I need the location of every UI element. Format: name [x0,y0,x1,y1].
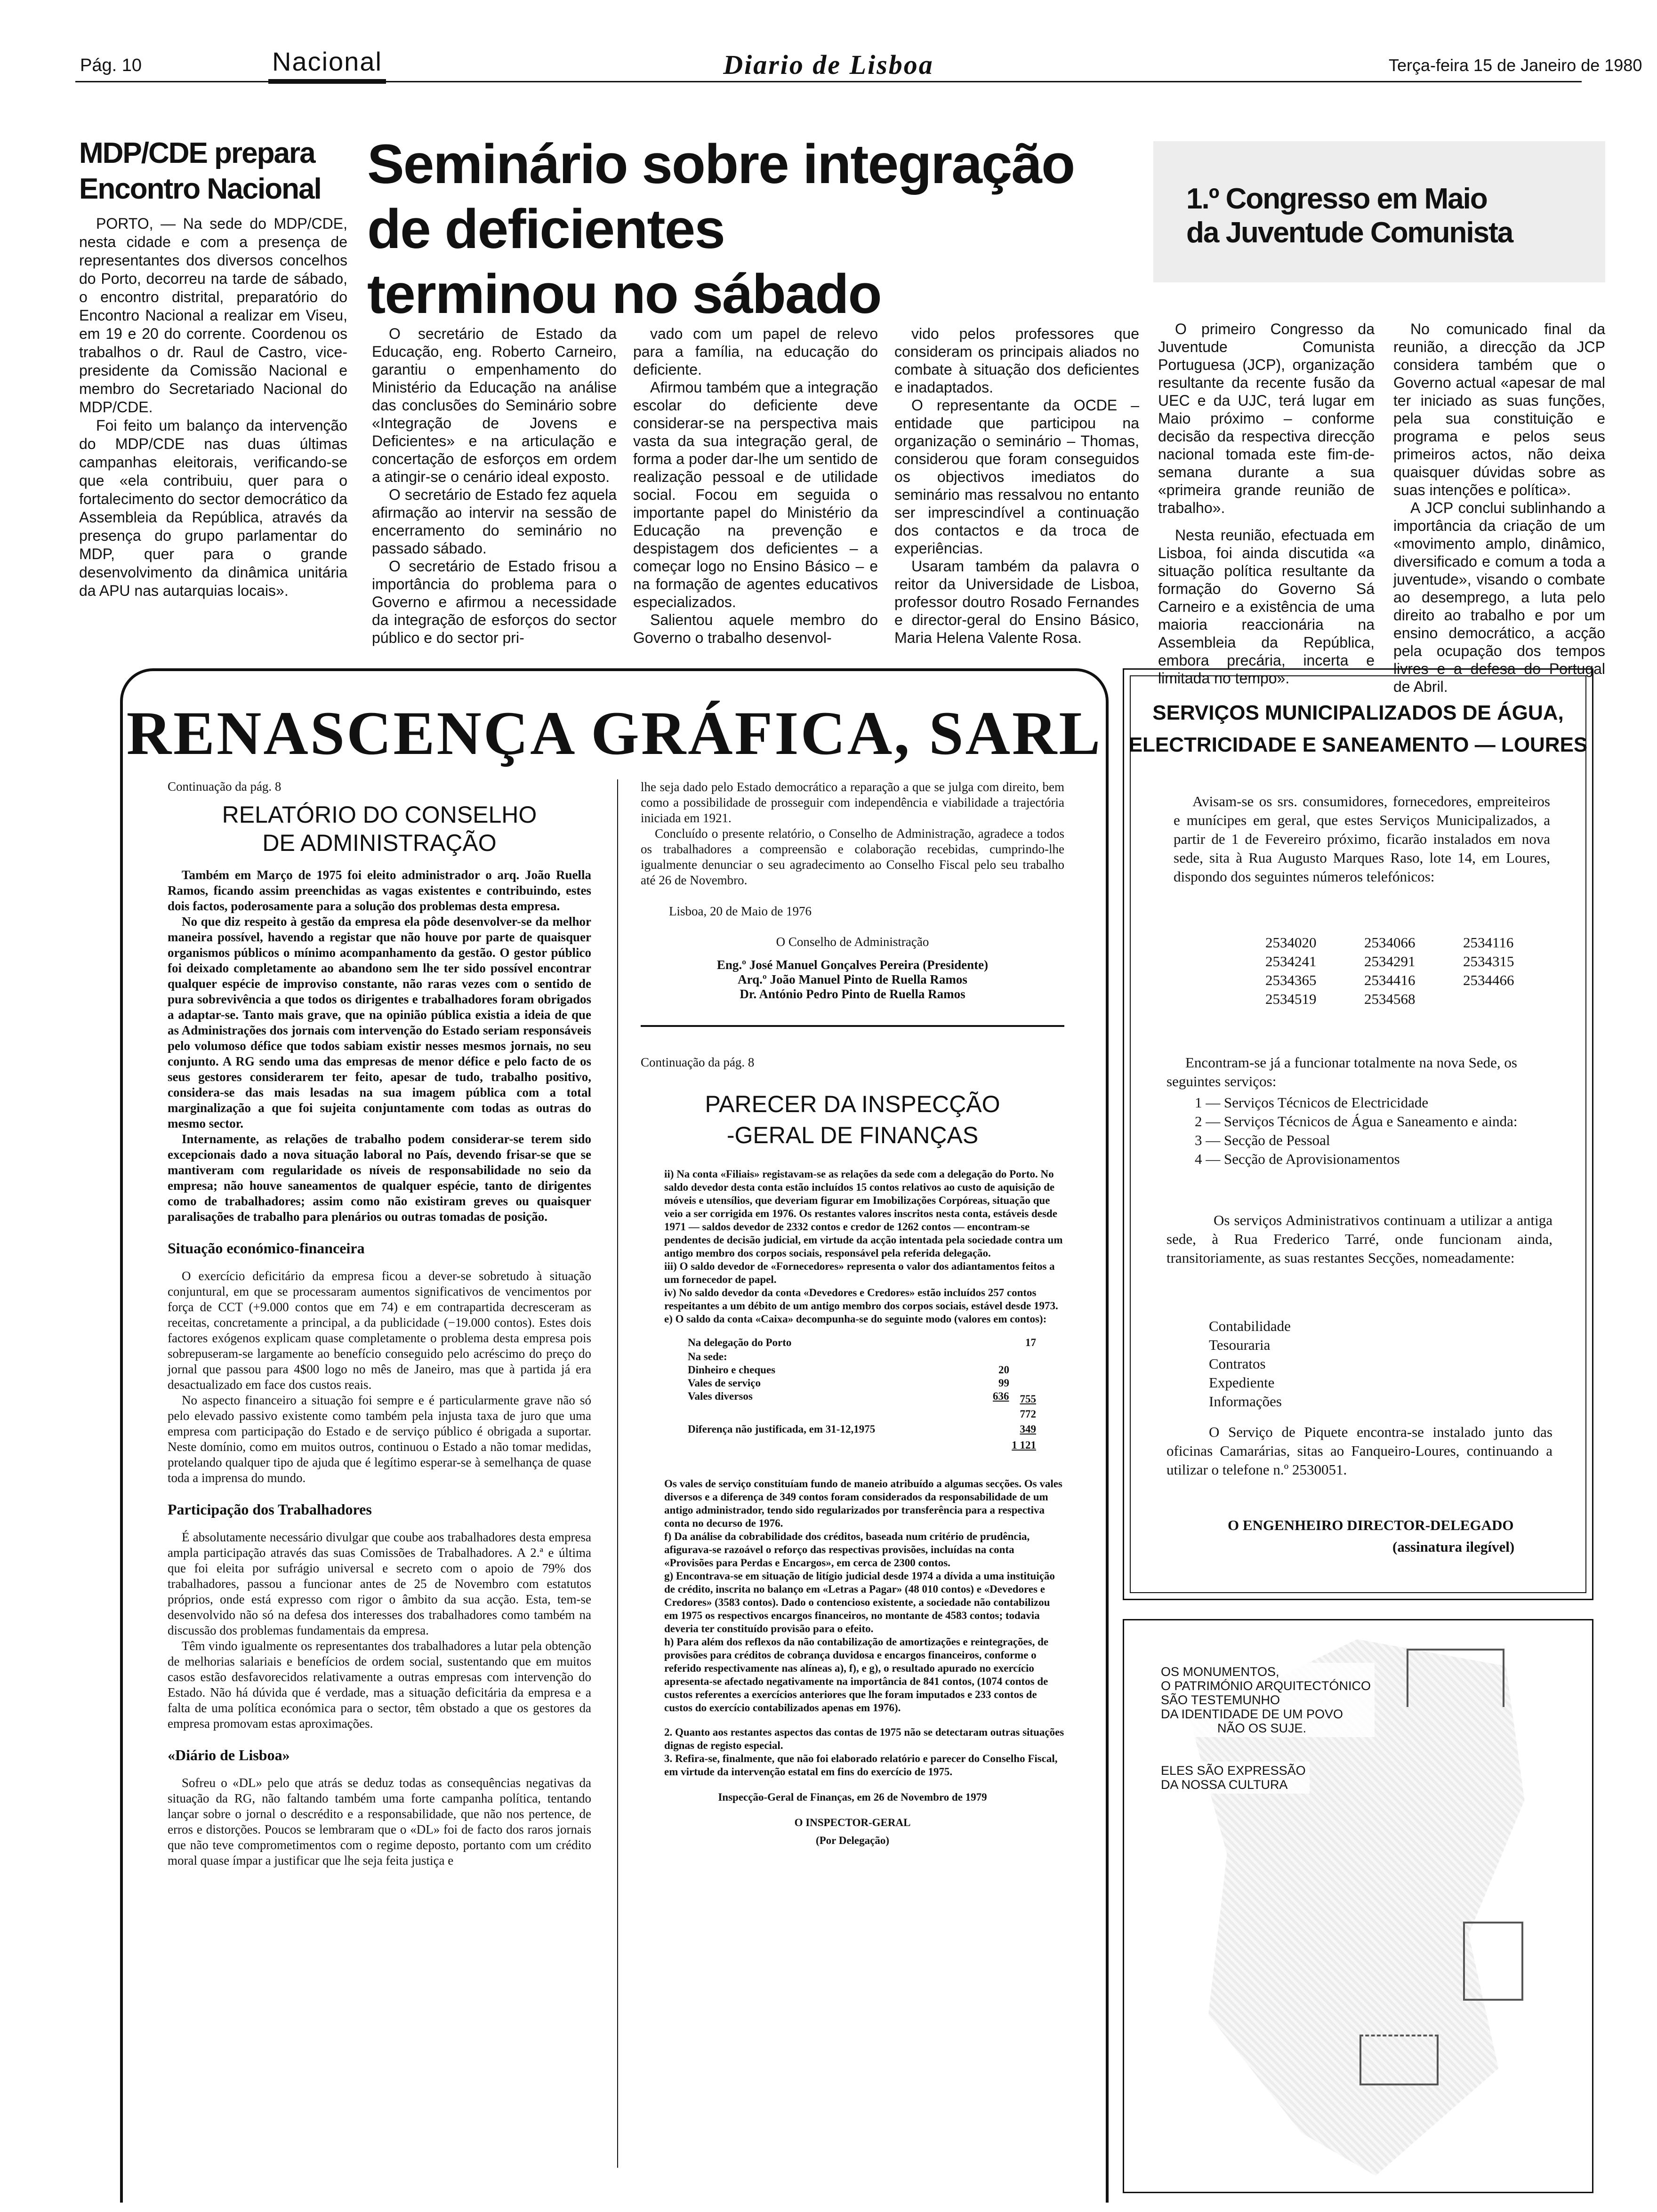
report-paragraph: Têm vindo igualmente os representantes dos trabalhadores a lutar pela obtenção de melhorias salariais e benefícios de ordem social, sustentando que em muitos casos estão desfavorecidos relativamente a outras empresas com intervenção do Estado. Não há dúvida que é verdade, mas a situação deficitária da empresa e a falta de uma política económica para o sector, têm obstado a que os gestores da empresa promovam estas aproximações. [168,1639,591,1731]
monumentos-line: SÃO TESTEMUNHO [1161,1693,1280,1707]
table-value: 17 [1025,1337,1036,1348]
table-value: 99 [998,1377,1009,1389]
report-body-2 [641,779,1064,888]
table-total: 349 [1020,1423,1036,1435]
seminario-col-2 [633,325,878,647]
report-paragraph: Sofreu o «DL» pelo que atrás se deduz todas as consequências negativas da situação da RG, não faltando também uma forte campanha política, tentando lançar sobre o jornal o descrédito e a responsabilidade, que não nos pertence, de erros e distorções. Poucos se lembraram que o «DL» foi de facto dos raros jornais que não teve comprometimentos com o regime deposto, portanto com um crédito moral quase ímpar a justificar que lhe seja feita justiça e [168,1776,591,1867]
table-label: Dinheiro e cheques [688,1364,776,1376]
seminario-paragraph: O representante da OCDE – entidade que participou na organização o seminário – Thomas, considerou que foram conseguidos os objectivos imediatos do seminário mas ressalvou no entanto ser imprescindível a continuação dos contactos e da troca de experiências. [894,397,1139,557]
jcp-title-box [1153,141,1605,282]
report-place-date: Lisboa, 20 de Maio de 1976 [669,904,812,918]
service-item: 4 — Secção de Aprovisionamentos [1195,1151,1400,1167]
section-item: Tesouraria [1209,1337,1271,1353]
section-item: Contratos [1209,1355,1266,1372]
table-value: 20 [998,1364,1009,1376]
seminario-paragraph: Usaram também da palavra o reitor da Universidade de Lisboa, professor doutro Rosado Fernandes e director-geral do Ensino Básico, Maria Helena Valente Rosa. [894,558,1139,646]
report-paragraph: O exercício deficitário da empresa ficou a dever-se sobretudo à situação conjuntural, em que se processaram aumentos significativos de vencimentos por força de CCT (+9.000 contos que em 74) e em contrapartida decresceram as receitas, concretamente a principal, a da publicidade (−19.000 contos). Estes dois factores exógenos explicam quase completamente o problema desta empresa pois sobrepuseram-se largamente ao benefício conseguido pelo acréscimo do preço do jornal que passou para 4$00 logo no mês de Janeiro, mas que à partida já era desactualizado em face dos custos reais. [168,1269,591,1392]
seminario-col-3 [894,325,1139,647]
report-continuation: Continuação da pág. 8 [168,779,282,793]
column-divider [641,1025,1064,1027]
renascenca-title: RENASCENÇA GRÁFICA, SARL [126,698,1102,768]
phone-number: 2534116 [1463,934,1514,951]
report-column-2 [641,779,1064,1847]
report-paragraph: Concluído o presente relatório, o Conselho de Administração, agradece a todos os trabalhadores a compreensão e colaboração recebidas, cumprindo-lhe igualmente denunciar o seu agradecimento ao Conselho Fiscal pelo seu trabalho até 26 de Novembro. [641,826,1064,887]
parecer-title-2: -GERAL DE FINANÇAS [726,1122,979,1148]
smas-sections [1209,1317,1291,1411]
parecer-date: Inspecção-Geral de Finanças, em 26 de Novembro de 1979 [718,1791,987,1803]
phone-number: 2534365 [1265,972,1317,988]
report-title-1: RELATÓRIO DO CONSELHO [222,801,537,828]
jcp-col-1 [1158,320,1375,687]
report-paragraph: No aspecto financeiro a situação foi sempre e é particularmente grave não só pelo elevado passivo existente como também pela injusta taxa de juro que uma empresa com participação do Estado e de serviço público é obrigada a suportar. Neste domínio, como em muitos outros, continuou o Estado a não tomar medidas, protelando qualquer tipo de ajuda que é legítimo esperar-se à semelhança de quase toda a imprensa do mundo. [168,1393,591,1485]
table-total: 772 [1020,1408,1036,1420]
inspector-sub: (Por Delegação) [815,1835,890,1846]
phone-number: 2534315 [1463,953,1514,970]
smas-signer-sub: (assinatura ilegível) [1392,1539,1515,1555]
ad-column-rule [617,779,618,2168]
smas-title-1: SERVIÇOS MUNICIPALIZADOS DE ÁGUA, [1152,701,1564,724]
parecer-item: ii) Na conta «Filiais» registavam-se as relações da sede com a delegação do Porto. No saldo devedor desta conta estão incluídos 15 contos relativos ao custo de aquisição de móveis e utensílios, que deveriam figurar em Imobilizações Corpóreas, situação que veio a ser corrigida em 1976. Os restantes valores inscritos nesta conta, estáveis desde 1971 — saldos devedor de 2332 contos e credor de 1262 contos — encontram-se pendentes de decisão judicial, em virtude da acção intentada pela sociedade contra um antigo membro dos corpos sociais, responsável pela referida delegação. [664,1168,1063,1259]
report-paragraph: É absolutamente necessário divulgar que coube aos trabalhadores desta empresa ampla participação através das suas Comissões de Trabalhadores. A 2.ª e última que foi eleita por sufrágio universal e secreto com o apoio de 79% dos trabalhadores, passou a funcionar antes de 25 de Novembro com estatutos próprios, onde está expresso com rigor o âmbito da sua acção. Esta, tem-se desenvolvido não só na defesa dos interesses dos trabalhadores como também na discussão dos problemas fundamentais da empresa. [168,1530,591,1637]
monument-building-icon [1407,1649,1504,1707]
smas-title-2: ELECTRICIDADE E SANEAMENTO — LOURES [1128,733,1588,756]
monumentos-line: OS MONUMENTOS, [1161,1665,1279,1679]
table-total: 755 [1020,1393,1036,1405]
page-number: Pág. 10 [80,56,142,75]
report-subheading: Situação económico-financeira [168,1240,365,1257]
monumentos-line: DA NOSSA CULTURA [1161,1778,1288,1792]
parecer-after [641,1477,1064,1779]
section-item: Informações [1209,1393,1282,1410]
parecer-continuation: Continuação da pág. 8 [641,1055,755,1069]
parecer-item: h) Para além dos reflexos da não contabilização de amortizações e reintegrações, de provisões para créditos de cobrança duvidosa e encargos financeiros, conforme o referido respectivamente nas alíneas a), f), e g), o resultado apurado no exercício apresenta-se afectado negativamente na importância de 841 contos, (1074 contos de custos referentes a exercícios anteriores que lhe foram imputados e 233 contos de custos do exercício contabilizados apenas em 1976). [664,1636,1049,1714]
service-item: 3 — Secção de Pessoal [1195,1132,1330,1148]
parecer-item: iii) O saldo devedor de «Fornecedores» representa o valor dos adiantamentos feitos a um fornecedor de papel. [664,1260,1055,1285]
seminario-title-2: de deficientes [367,198,724,260]
smas-piquete: O Serviço de Piquete encontra-se instalado junto das oficinas Camarárias, sitas ao Fanqueiro-Loures, continuando a utilizar o telefone n.º 2530051. [1166,1424,1552,1478]
monumentos-text [1157,1663,1375,1737]
parecer-item: 3. Refira-se, finalmente, que não foi elaborado relatório e parecer do Conselho Fiscal, em virtude da intervenção estatal em fins do exercício de 1975. [664,1753,1058,1778]
page-date: Terça-feira 15 de Janeiro de 1980 [1389,56,1642,75]
table-value: 636 [993,1390,1009,1402]
jcp-paragraph: O primeiro Congresso da Juventude Comunista Portuguesa (JCP), organização resultante da recente fusão da UEC e da UJC, terá lugar em Maio próximo – conforme decisão da respectiva direcção nacional tomada este fim-de-semana durante a sua «primeira grande reunião de trabalho». [1158,321,1375,516]
header-rule [75,81,1582,82]
seminario-paragraph: vido pelos professores que consideram os principais aliados no combate à situação dos deficientes e inadaptados. [894,325,1139,396]
board-title: O Conselho de Administração [776,935,929,949]
monument-castle-icon [1359,2035,1439,2085]
jcp-title-2: da Juventude Comunista [1186,216,1513,249]
table-total: 1 121 [1012,1439,1036,1451]
table-label: Na delegação do Porto [688,1337,792,1348]
seminario-paragraph: Salientou aquele membro do Governo o trabalho desenvol- [633,611,878,646]
smas-functioning: Encontram-se já a funcionar totalmente na nova Sede, os seguintes serviços: [1166,1054,1517,1090]
parecer-items [641,1168,1064,1326]
parecer-item: f) Da análise da cobrabilidade dos créditos, baseada num critério de prudência, afigurava-se razoável o reforço das respectivas provisões, incluídas na conta «Provisões para Perdas e Encargos», em cerca de 2300 contos. [664,1531,1030,1569]
page-header [0,0,1657,89]
monumentos-line: NÃO OS SUJE. [1217,1721,1307,1735]
table-label: Na sede: [688,1351,727,1362]
phone-number: 2534466 [1463,972,1514,988]
monumentos-line: O PATRIMÓNIO ARQUITECTÓNICO [1161,1679,1371,1693]
service-item: 1 — Serviços Técnicos de Electricidade [1195,1094,1429,1111]
smas-services [1195,1093,1552,1169]
report-title-2: DE ADMINISTRAÇÃO [262,830,497,856]
seminario-paragraph: vado com um papel de relevo para a família, na educação do deficiente. [633,325,878,378]
mdp-paragraph: Foi feito um balanço da intervenção do MDP/CDE nas duas últimas campanhas eleitorais, verificando-se que «ela contribuiu, quer para o fortalecimento do sector democrático da Assembleia da República, através da presença do grupo parlamentar do MDP, quer para o grande desenvolvimento da dinâmica unitária da APU nas autarquias locais». [79,417,347,599]
seminario-title-1: Seminário sobre integração [367,133,1075,195]
jcp-col-2 [1393,320,1605,696]
parecer-item: e) O saldo da conta «Caixa» decompunha-se do seguinte modo (valores em contos): [664,1313,1047,1325]
monumentos-box [1123,1619,1593,2193]
smas-box [1123,668,1593,1600]
phone-number: 2534291 [1364,953,1416,970]
seminario-paragraph: O secretário de Estado frisou a importância do problema para o Governo e afirmou a necessidade da integração de esforços do sector público e do sector pri- [372,558,617,646]
signatory: Arq.º João Manuel Pinto de Ruella Ramos [738,972,967,986]
parecer-title-1: PARECER DA INSPECÇÃO [705,1091,1000,1117]
mdp-paragraph: PORTO, — Na sede do MDP/CDE, nesta cidade e com a presença de representantes dos diversos concelhos do Porto, decorreu na tarde de sábado, o encontro distrital, preparatório do Encontro Nacional a realizar em Viseu, em 19 e 20 do corrente. Coordenou os trabalhos o dr. Raul de Castro, vice-presidente da Comissão Nacional e membro do Secretariado Nacional do MDP/CDE. [79,215,347,416]
caixa-table [688,1336,1036,1477]
masthead: Diario de Lisboa [723,49,934,80]
jcp-paragraph: A JCP conclui sublinhando a importância da criação de um «movimento amplo, dinâmico, diversificado e comum a toda a juventude», visando o combate ao desemprego, a luta pelo direito ao trabalho e por um ensino democrático, a acção pela ocupação dos tempos livres e a defesa do Portugal de Abril. [1393,499,1605,695]
signatory: Dr. António Pedro Pinto de Ruella Ramos [740,987,965,1001]
seminario-col-1 [372,325,617,647]
phone-number: 2534416 [1364,972,1416,988]
seminario-paragraph: O secretário de Estado fez aquela afirmação ao intervir na sessão de encerramento do seminário no passado sábado. [372,486,617,557]
parecer-item: iv) No saldo devedor da conta «Devedores e Credores» estão incluídos 257 contos respeitantes a um débito de um antigo membro dos corpos sociais, estável desde 1973. [664,1287,1058,1312]
report-paragraph: lhe seja dado pelo Estado democrático a reparação a que se julga com direito, bem como a possibilidade de prosseguir com independência e viabilidade a trajectória iniciada em 1921. [641,780,1064,825]
mdp-body [79,215,347,600]
report-subheading: Participação dos Trabalhadores [168,1501,372,1518]
seminario-paragraph: O secretário de Estado da Educação, eng. Roberto Carneiro, garantiu o empenhamento do Ministério da Educação na análise das conclusões do Seminário sobre «Integração de Jovens e Deficientes» e na articulação e concertação de esforços em ordem a atingir-se o cenário ideal exposto. [372,325,617,485]
section-label: Nacional [272,47,382,76]
section-item: Contabilidade [1209,1318,1291,1334]
report-column [168,779,591,1868]
monumentos-line: DA IDENTIDADE DE UM POVO [1161,1707,1343,1721]
smas-intro: Avisam-se os srs. consumidores, fornecedores, empreiteiros e munícipes em geral, que estes Serviços Municipalizados, a partir de 1 de Fevereiro próximo, ficarão instalados em nova sede, sita à Rua Augusto Marques Raso, lote 14, em Loures, dispondo dos seguintes números telefónicos: [1174,793,1550,885]
smas-signer: O ENGENHEIRO DIRECTOR-DELEGADO [1228,1517,1514,1533]
jcp-paragraph: No comunicado final da reunião, a direcção da JCP considera também que o Governo actual «apesar de mal ter iniciado as suas funções, pela sua constituição e programa e pelos seus primeiros actos, não deixa quaisquer dúvidas sobre as suas intenções e política». [1393,321,1605,498]
phone-number: 2534020 [1265,934,1317,951]
parecer-item: g) Encontrava-se em situação de litígio judicial desde 1974 a dívida a uma instituição de crédito, inscrita no balanço em «Letras a Pagar» (48 010 contos) e «Devedores e Credores» (3583 contos). Dado o contencioso existente, a sociedade não contabilizou em 1975 os respectivos encargos financeiros, no montante de 4583 contos; todavia deveria ter constituído provisão para o efeito. [664,1570,1055,1635]
mdp-title-2: Encontro Nacional [79,173,321,205]
monument-tower-icon [1463,1922,1523,2001]
phone-number: 2534241 [1265,953,1317,970]
report-body [168,867,591,1868]
seminario-paragraph: Afirmou também que a integração escolar do deficiente deve considerar-se na perspectiva mais vasta da sua integração geral, de forma a poder dar-lhe um sentido de realização pessoal e de utilidade social. Focou em seguida o importante papel do Ministério da Educação na prevenção e despistagem dos deficientes – a começar logo no Ensino Básico – e na formação de agentes educativos especializados. [633,379,878,610]
seminario-article [367,132,1130,327]
phone-number: 2534066 [1364,934,1416,951]
monumentos-line: ELES SÃO EXPRESSÃO [1161,1763,1306,1778]
phone-number: 2534568 [1364,991,1416,1007]
mdp-article [79,136,347,600]
report-subheading: «Diário de Lisboa» [168,1747,290,1763]
report-paragraph: Também em Março de 1975 foi eleito administrador o arq. João Ruella Ramos, ficando assim preenchidas as vagas existentes e contribuindo, estes dois factos, poderosamente para a solução dos problemas desta empresa. [168,868,591,913]
signatory: Eng.º José Manuel Gonçalves Pereira (Presidente) [716,958,989,972]
phone-number: 2534519 [1265,991,1317,1007]
seminario-title-3: terminou no sábado [367,263,881,325]
table-label: Vales diversos [688,1390,753,1402]
mdp-title-1: MDP/CDE prepara [79,137,315,169]
monumentos-text-2 [1157,1762,1310,1794]
inspector-title: O INSPECTOR-GERAL [794,1817,911,1828]
renascenca-box [120,668,1109,2203]
report-paragraph: No que diz respeito à gestão da empresa ela pôde desenvolver-se da melhor maneira possível, havendo a registar que não houve por parte de quaisquer organismos públicos o mínimo acompanhamento da gestão. O gestor público foi deixado completamente ao abandono sem lhe ter sido possível encontrar qualquer espécie de improviso constante, não raras vezes com o sentido de pura sobrevivência a que todos os dirigentes e trabalhadores foram obrigados a adaptar-se. Tanto mais grave, que na opinião pública existia a ideia de que as Administrações dos jornais com intervenção do Estado seriam responsáveis pelo volumoso défice que todos sabiam existir nesses mesmos jornais, no seu conjunto. A RG sendo uma das empresas de menor défice e pelo facto de os seus gestores considerarem ter feito, apesar de tudo, trabalho positivo, considera-se das mais lesadas na sua imagem pública com a total marginalização a que foi sujeita conjuntamente com todas as outras do mesmo sector. [168,914,591,1130]
section-item: Expediente [1209,1374,1275,1391]
table-label: Vales de serviço [688,1377,761,1389]
report-paragraph: Internamente, as relações de trabalho podem considerar-se terem sido excepcionais dado a nova situação laboral no País, devendo frisar-se que se mantiveram com regularidade os níveis de responsabilidade no seio da empresa; não houve saneamentos de qualquer espécie, tanto de dirigentes como de trabalhadores; assim como não existiram greves ou quaisquer paralisações de trabalho para plenários ou outras tomadas de posição. [168,1132,591,1224]
parecer-item: 2. Quanto aos restantes aspectos das contas de 1975 não se detectaram outras situações dignas de registo especial. [664,1726,1064,1751]
service-item: 2 — Serviços Técnicos de Água e Saneamento e ainda: [1195,1113,1518,1130]
smas-admin: Os serviços Administrativos continuam a utilizar a antiga sede, à Rua Frederico Tarré, onde funcionam ainda, transitoriamente, as suas restantes Secções, nomeadamente: [1166,1212,1552,1266]
table-label: Diferença não justificada, em 31-12,1975 [688,1423,876,1435]
jcp-paragraph: Nesta reunião, efectuada em Lisboa, foi ainda discutida «a situação política resultante da formação do Governo Sá Carneiro e a existência de uma maioria reaccionária na Assembleia da República, embora precária, incerta e limitada no tempo». [1158,527,1375,687]
jcp-title-1: 1.º Congresso em Maio [1186,183,1487,215]
parecer-item: Os vales de serviço constituíam fundo de maneio atribuído a algumas secções. Os vales diversos e a diferença de 349 contos foram considerados da responsabilidade de um antigo administrador, tendo sido regularizados por transferência para a respectiva conta no decurso de 1976. [664,1478,1062,1529]
